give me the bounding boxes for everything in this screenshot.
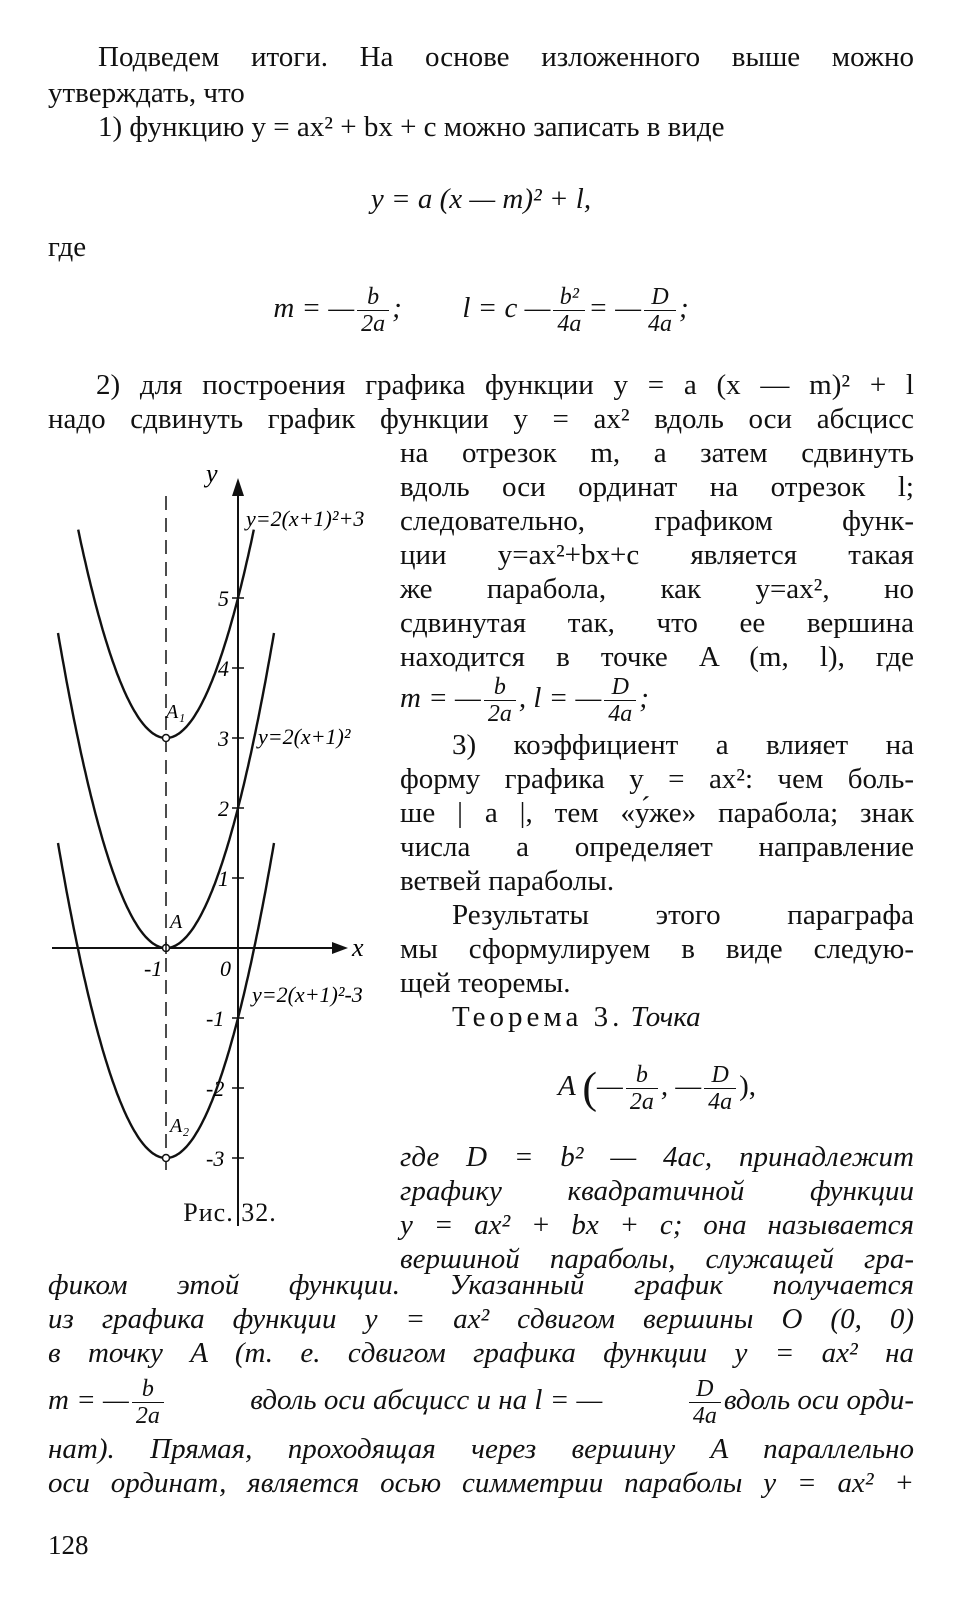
theorem-label-italic: Точка [630, 1001, 701, 1033]
theorem-col-line: y = ax² + bx + c; она называется [400, 1209, 914, 1241]
item2-col-line: находится в точке A (m, l), где [400, 641, 914, 673]
x-minus1-label: -1 [144, 956, 163, 981]
item3-line: форму графика y = ax²: чем боль- [400, 763, 914, 795]
item3-line: ветвей параболы. [400, 865, 615, 897]
y-tick-label: 4 [218, 656, 229, 681]
figure-caption: Рис. 32. [183, 1198, 277, 1227]
m-label: m = — [273, 292, 355, 324]
theorem-line: нат). Прямая, проходящая через вершину A параллельно [48, 1433, 914, 1465]
vertex-point [163, 1155, 170, 1162]
item3-line: ше | a |, тем «у́же» парабола; знак [400, 797, 914, 829]
y-tick-label: 2 [218, 796, 229, 821]
point-label-a1: A₁ [166, 701, 186, 723]
results-line: щей теоремы. [400, 967, 571, 999]
item2-col-line: на отрезок m, а затем сдвинуть [400, 437, 914, 469]
fraction-b-over-2a: $\frac{b}{2a}$ [357, 284, 389, 337]
theorem-shift-line: m = — $\frac{b}{2a}$ вдоль оси абсцисс и на l = — $\frac{D}{4a}$ вдоль оси орди- [48, 1375, 914, 1429]
results-line: мы сформулируем в виде следую- [400, 933, 914, 965]
y-tick-label: -1 [206, 1006, 225, 1031]
theorem-heading [400, 1000, 962, 1034]
y-axis-arrow [232, 478, 244, 496]
axis-y-label: y [206, 459, 218, 488]
theorem-label: Теорема 3. [452, 1001, 624, 1033]
item3-line: 3) коэффициент a влияет на [452, 729, 914, 761]
fraction-b2-over-4a: $\frac{\text{b²}}{4a}$ [553, 284, 585, 337]
item2-col-line: сдвинутая так, что ее вершина [400, 607, 914, 639]
theorem-line: в точку A (т. е. сдвигом графика функции y = ax² на [48, 1337, 914, 1369]
where-word: где [48, 231, 87, 263]
theorem-col-line: где D = b² — 4ac, принадлежит [400, 1141, 914, 1173]
item2-col-line: ции y=ax²+bx+c является такая [400, 539, 914, 571]
axis-x-label: x [352, 933, 364, 962]
curve-label-middle: y=2(x+1)² [258, 724, 351, 749]
l-label: l = c — [462, 292, 551, 324]
intro-line-1: Подведем итоги. На основе изложенного выше можно [98, 41, 914, 73]
item2-col-line: вдоль оси ординат на отрезок l; [400, 471, 914, 503]
results-line: Результаты этого параграфа [452, 899, 914, 931]
theorem-col-line: вершиной параболы, служащей гра- [400, 1243, 914, 1275]
parabolas-figure [48, 456, 398, 1236]
point-label-a2: A₂ [170, 1115, 190, 1137]
item1-line: 1) функцию y = ax² + bx + c можно записать в виде [98, 111, 725, 143]
fraction-D-over-4a: $\frac{D}{4a}$ [689, 1376, 721, 1429]
parabola-shift-down [58, 843, 274, 1158]
fraction-D-over-4a: $\frac{D}{4a}$ [604, 674, 636, 727]
y-tick-label: 1 [218, 866, 229, 891]
theorem-line: фиком этой функции. Указанный график получается [48, 1269, 914, 1301]
y-tick-label: 5 [218, 586, 229, 611]
item3-line: числа a определяет направление [400, 831, 914, 863]
theorem-line: оси ординат, является осью симметрии параболы y = ax² + [48, 1467, 914, 1499]
item2-col-line: же парабола, как y=ax², но [400, 573, 914, 605]
item2-line-1: 2) для построения графика функции y = a (x — m)² + l [96, 369, 914, 401]
origin-label: 0 [220, 956, 231, 981]
fraction-b-over-2a: $\frac{b}{2a}$ [132, 1376, 164, 1429]
theorem-line: из графика функции y = ax² сдвигом вершины O (0, 0) [48, 1303, 914, 1335]
vertex-coordinates-formula: m = — $\frac{b}{2a}$ , l = — $\frac{D}{4a}$ ; [400, 673, 649, 727]
vertex-point [163, 735, 170, 742]
vertex-form-formula: y = a (x — m)² + l, [370, 183, 592, 215]
item2-line-2: надо сдвинуть график функции y = ax² вдоль оси абсцисс [48, 403, 914, 435]
fraction-b-over-2a: $\frac{b}{2a}$ [484, 674, 516, 727]
y-tick-label: -2 [206, 1076, 225, 1101]
x-axis-arrow [332, 942, 348, 954]
y-tick-label: -3 [206, 1146, 225, 1171]
curve-label-bottom: y=2(x+1)²-3 [252, 982, 363, 1007]
point-label-a: A [170, 911, 183, 933]
page-number: 128 [48, 1530, 89, 1560]
theorem-col-line: графику квадратичной функции [400, 1175, 914, 1207]
intro-line-2: утверждать, что [48, 77, 245, 109]
theorem-point-formula: A (— $\frac{b}{2a}$ , — $\frac{D}{4a}$ ), [557, 1061, 757, 1115]
fraction-D-over-4a: $\frac{D}{4a}$ [644, 284, 676, 337]
m-l-formulas: m = — $\frac{b}{2a}$ ; l = c — $\frac{\text{b²}}{4a}$ = — $\frac{D}{4a}$ ; [273, 283, 689, 337]
y-tick-label: 3 [218, 726, 229, 751]
item2-col-line: следовательно, графиком функ- [400, 505, 914, 537]
fraction-b-over-2a: $\frac{b}{2a}$ [626, 1062, 658, 1115]
curve-label-top: y=2(x+1)²+3 [246, 506, 365, 531]
fraction-D-over-4a: $\frac{D}{4a}$ [704, 1062, 736, 1115]
